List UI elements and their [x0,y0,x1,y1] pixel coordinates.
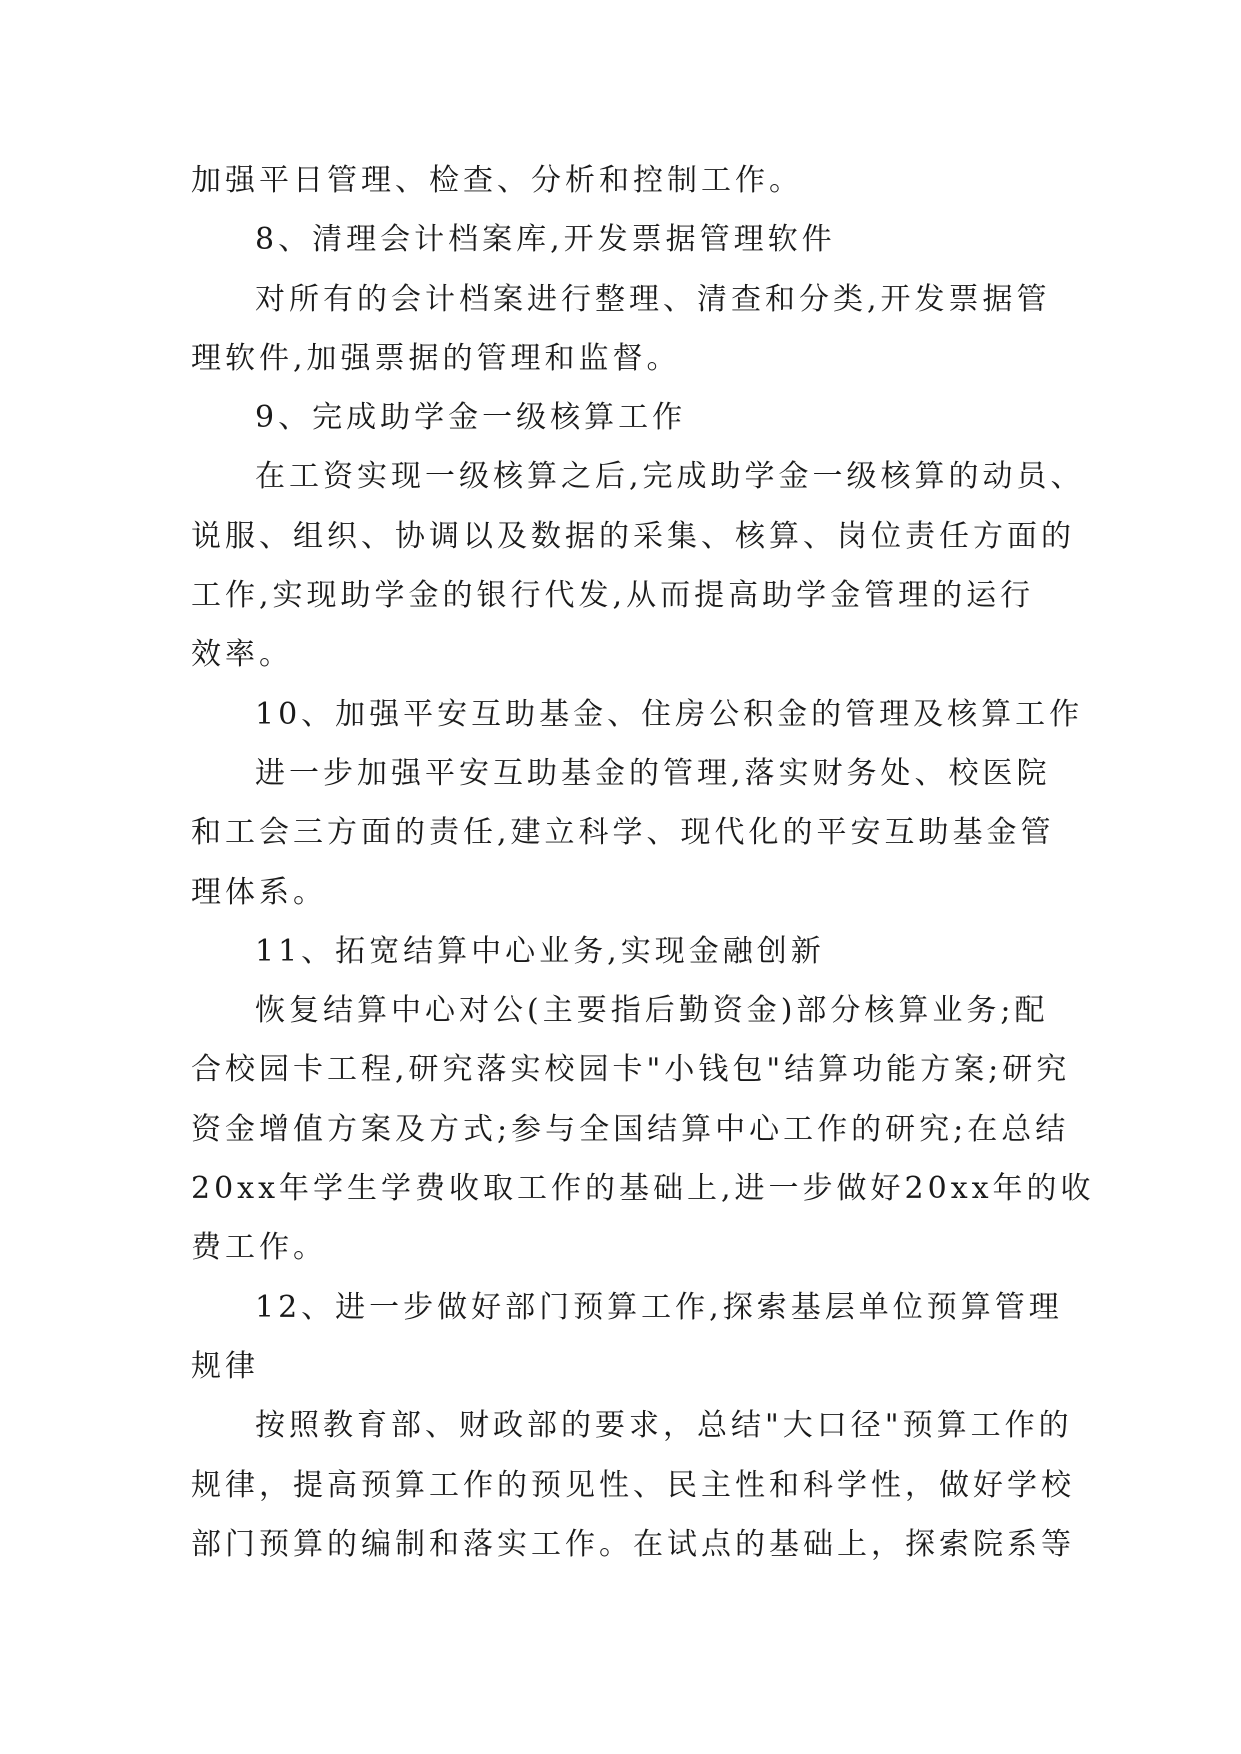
text-line: 效率。 [191,637,293,673]
text-line: 在工资实现一级核算之后,完成助学金一级核算的动员、 [255,459,1085,495]
text-line: 加强平日管理、检查、分析和控制工作。 [191,163,803,198]
text-line: 理软件,加强票据的管理和监督。 [191,340,681,376]
text-line: 部门预算的编制和落实工作。在试点的基础上，探索院系等 [191,1526,1075,1562]
text-line: 恢复结算中心对公(主要指后勤资金)部分核算业务;配 [255,993,1049,1029]
text-line: 理体系。 [191,874,327,910]
document-body [191,151,1095,1574]
text-line: 费工作。 [191,1230,327,1266]
section-heading: 11、拓宽结算中心业务,实现金融创新 [255,933,825,969]
text-line: 对所有的会计档案进行整理、清查和分类,开发票据管 [255,281,1051,317]
section-heading: 8、清理会计档案库,开发票据管理软件 [255,222,836,258]
section-heading: 10、加强平安互助基金、住房公积金的管理及核算工作 [255,696,1084,732]
section-heading: 12、进一步做好部门预算工作,探索基层单位预算管理 [255,1289,1063,1325]
text-line: 按照教育部、财政部的要求，总结"大口径"预算工作的 [255,1408,1073,1444]
text-line: 合校园卡工程,研究落实校园卡"小钱包"结算功能方案;研究 [191,1052,1071,1088]
text-line: 20xx年学生学费收取工作的基础上,进一步做好20xx年的收 [191,1171,1095,1207]
text-line: 工作,实现助学金的银行代发,从而提高助学金管理的运行 [191,578,1035,614]
text-line: 和工会三方面的责任,建立科学、现代化的平安互助基金管 [191,815,1055,851]
text-line: 说服、组织、协调以及数据的采集、核算、岗位责任方面的 [191,518,1075,554]
text-line: 进一步加强平安互助基金的管理,落实财务处、校医院 [255,755,1051,791]
section-heading: 9、完成助学金一级核算工作 [255,400,687,436]
section-heading: 规律 [191,1348,259,1384]
text-line: 资金增值方案及方式;参与全国结算中心工作的研究;在总结 [191,1111,1070,1147]
text-line: 规律，提高预算工作的预见性、民主性和科学性，做好学校 [191,1467,1075,1503]
